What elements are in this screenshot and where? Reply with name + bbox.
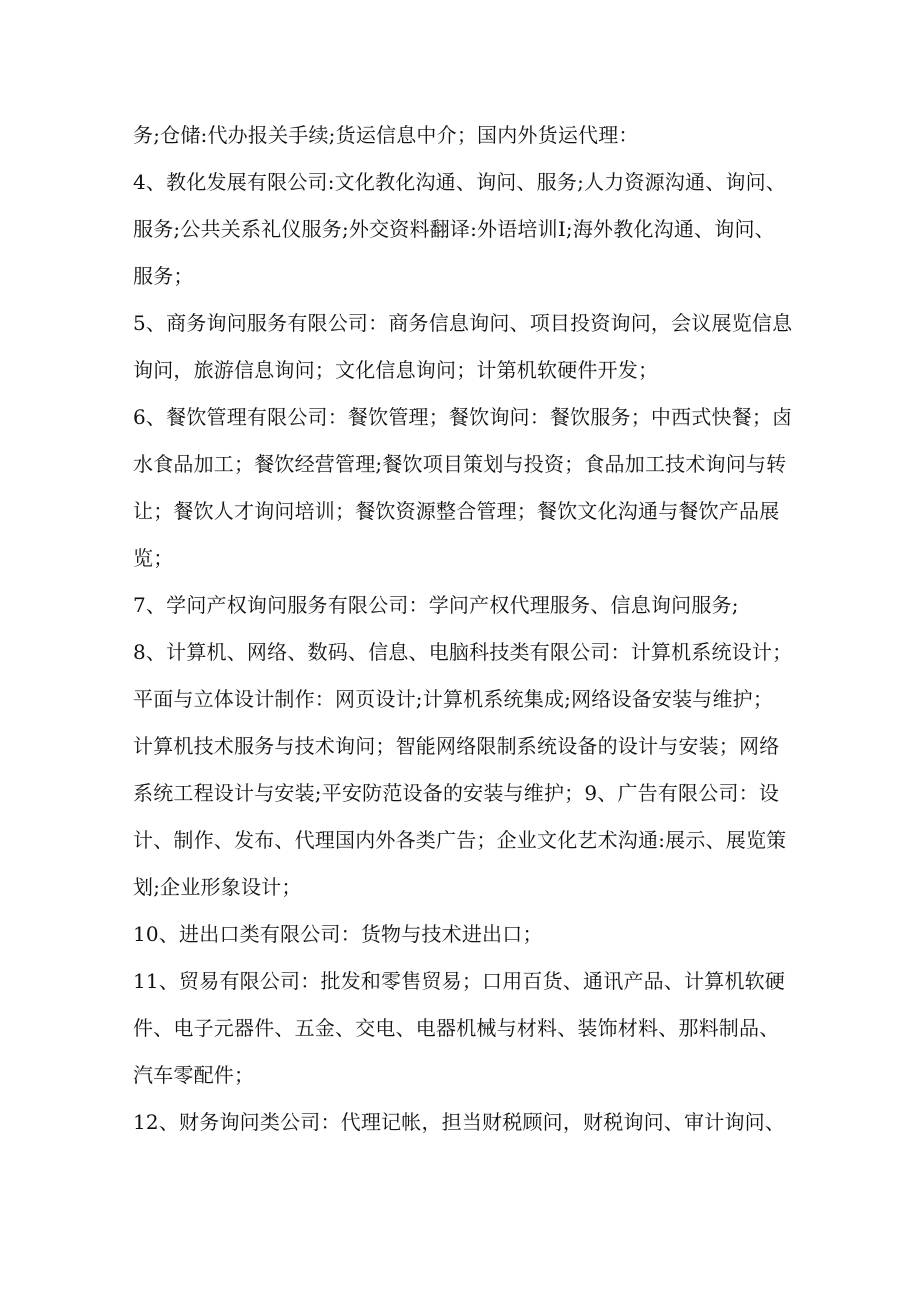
text-line: 汽车零配件； xyxy=(133,1063,255,1087)
text-line: 让；餐饮人才询问培训；餐饮资源整合管理；餐饮文化沟通与餐饮产品展 xyxy=(133,499,780,523)
text-line: 询问，旅游信息询问；文化信息询问；计第机软硬件开发； xyxy=(133,358,659,382)
text-line: 平面与立体设计制作：网页设计;计算机系统集成;网络设备安装与维护； xyxy=(133,687,774,711)
text-line: 4、教化发展有限公司:文化教化沟通、询问、服务;人力资源沟通、询问、 xyxy=(133,170,787,194)
text-line: 水食品加工；餐饮经营管理;餐饮项目策划与投资；食品加工技术询问与转 xyxy=(133,452,787,476)
text-line: 划;企业形象设计； xyxy=(133,875,302,899)
text-line: 件、电子元器件、五金、交电、电器机械与材料、装饰材料、那料制品、 xyxy=(133,1016,780,1040)
text-line: 6、餐饮管理有限公司：餐饮管理；餐饮询问：餐饮服务；中西式快餐；卤 xyxy=(133,405,793,429)
text-line: 系统工程设计与安装;平安防范设备的安装与维护；9、广告有限公司：设 xyxy=(133,781,780,805)
text-line: 计算机技术服务与技术询问；智能网络限制系统设备的设计与安装；网络 xyxy=(133,734,780,758)
text-line: 览； xyxy=(133,546,174,570)
text-line: 7、学问产权询问服务有限公司：学问产权代理服务、信息询问服务; xyxy=(133,593,739,617)
text-line: 计、制作、发布、代理国内外各类广告；企业文化艺术沟通:展示、展览策 xyxy=(133,828,787,852)
text-line: 服务;公共关系礼仪服务;外交资料翻译:外语培训I;海外教化沟通、询问、 xyxy=(133,217,775,241)
text-line: 12、财务询问类公司：代理记帐，担当财税顾问，财税询问、审计询问、 xyxy=(133,1110,786,1134)
text-line: 服务； xyxy=(133,264,194,288)
document-body xyxy=(133,112,793,1146)
text-line: 11、贸易有限公司：批发和零售贸易；口用百货、通讯产品、计算机软硬 xyxy=(133,969,786,993)
text-line: 8、计算机、网络、数码、信息、电脑科技类有限公司：计算机系统设计； xyxy=(133,640,793,664)
text-line: 5、商务询问服务有限公司：商务信息询问、项目投资询问，会议展览信息 xyxy=(133,311,793,335)
text-line: 10、进出口类有限公司：货物与技术进出口； xyxy=(133,922,543,946)
text-line: 务;仓储:代办报关手续;货运信息中介；国内外货运代理： xyxy=(133,123,639,147)
